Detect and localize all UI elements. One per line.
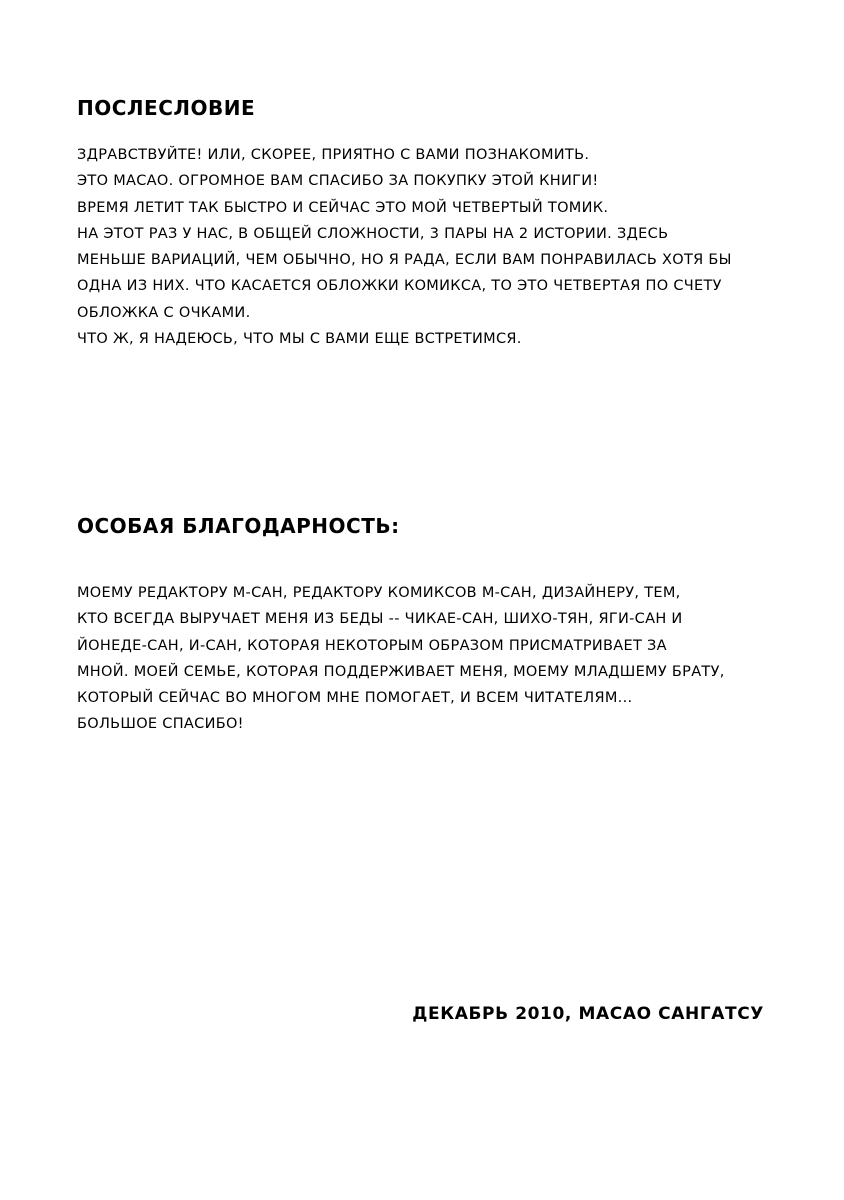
paragraph-line: БОЛЬШОЕ СПАСИБО! bbox=[77, 716, 244, 733]
paragraph-line: КОТОРЫЙ СЕЙЧАС ВО МНОГОМ МНЕ ПОМОГАЕТ, И ВСЕМ ЧИТАТЕЛЯМ... bbox=[77, 690, 633, 707]
afterword-body bbox=[77, 142, 777, 352]
paragraph-line: МЕНЬШЕ ВАРИАЦИЙ, ЧЕМ ОБЫЧНО, НО Я РАДА, ЕСЛИ ВАМ ПОНРАВИЛАСЬ ХОТЯ БЫ bbox=[77, 252, 732, 269]
paragraph-line: ОДНА ИЗ НИХ. ЧТО КАСАЕТСЯ ОБЛОЖКИ КОМИКСА, ТО ЭТО ЧЕТВЕРТАЯ ПО СЧЕТУ bbox=[77, 278, 722, 295]
paragraph-line: ЗДРАВСТВУЙТЕ! ИЛИ, СКОРЕЕ, ПРИЯТНО С ВАМИ ПОЗНАКОМИТЬ. bbox=[77, 147, 590, 163]
paragraph-line: ЙОНЕДЕ-САН, И-САН, КОТОРАЯ НЕКОТОРЫМ ОБРАЗОМ ПРИСМАТРИВАЕТ ЗА bbox=[77, 637, 667, 654]
paragraph-line: НА ЭТОТ РАЗ У НАС, В ОБЩЕЙ СЛОЖНОСТИ, 3 ПАРЫ НА 2 ИСТОРИИ. ЗДЕСЬ bbox=[77, 225, 669, 242]
paragraph-line: ЧТО Ж, Я НАДЕЮСЬ, ЧТО МЫ С ВАМИ ЕЩЕ ВСТРЕТИМСЯ. bbox=[77, 331, 522, 348]
author-signature: ДЕКАБРЬ 2010, МАСАО САНГАТСУ bbox=[412, 1004, 764, 1024]
paragraph-line: МНОЙ. МОЕЙ СЕМЬЕ, КОТОРАЯ ПОДДЕРЖИВАЕТ МЕНЯ, МОЕМУ МЛАДШЕМУ БРАТУ, bbox=[77, 663, 725, 680]
special-thanks-title: ОСОБАЯ БЛАГОДАРНОСТЬ: bbox=[77, 514, 400, 538]
paragraph-line: КТО ВСЕГДА ВЫРУЧАЕТ МЕНЯ ИЗ БЕДЫ -- ЧИКАЕ-САН, ШИХО-ТЯН, ЯГИ-САН И bbox=[77, 611, 683, 628]
special-thanks-body bbox=[77, 580, 777, 738]
paragraph-line: ВРЕМЯ ЛЕТИТ ТАК БЫСТРО И СЕЙЧАС ЭТО МОЙ ЧЕТВЕРТЫЙ ТОМИК. bbox=[77, 199, 609, 216]
paragraph-line: ЭТО МАСАО. ОГРОМНОЕ ВАМ СПАСИБО ЗА ПОКУПКУ ЭТОЙ КНИГИ! bbox=[77, 173, 599, 190]
paragraph-line: ОБЛОЖКА С ОЧКАМИ. bbox=[77, 304, 251, 321]
paragraph-line: МОЕМУ РЕДАКТОРУ М-САН, РЕДАКТОРУ КОМИКСОВ М-САН, ДИЗАЙНЕРУ, ТЕМ, bbox=[77, 585, 681, 601]
afterword-title: ПОСЛЕСЛОВИЕ bbox=[77, 96, 256, 120]
